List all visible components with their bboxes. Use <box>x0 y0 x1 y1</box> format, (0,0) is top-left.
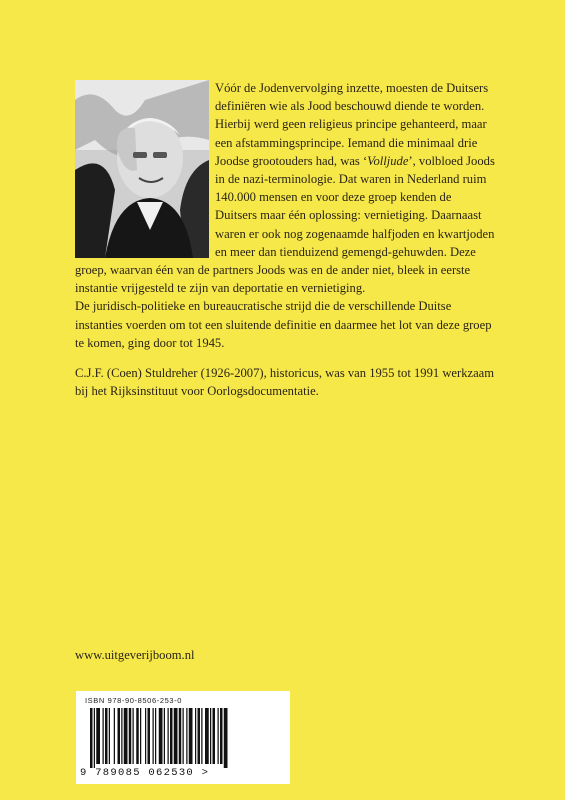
barcode-bar <box>114 708 115 764</box>
barcode-bar <box>205 708 209 764</box>
barcode-bar <box>220 708 223 764</box>
barcode-bar <box>201 708 202 764</box>
barcode-digits: 9 789085 062530 > <box>80 767 210 779</box>
barcode-bar <box>183 708 184 764</box>
barcode-bar <box>90 708 93 768</box>
barcode-bar <box>170 708 173 764</box>
barcode-bar <box>224 708 228 768</box>
description-paragraph-2: De juridisch-politieke en bureaucratische strijd die de verschillende Duitse instanties voerden om tot een sluitende definitie en daarmee het lot van deze groep te komen, ging door tot 1945. <box>75 299 492 350</box>
barcode-bar <box>121 708 122 764</box>
barcode-bar <box>195 708 196 764</box>
barcode-bar <box>164 708 165 764</box>
barcode-bar <box>168 708 169 764</box>
barcode-bar <box>153 708 154 764</box>
barcode-bar <box>155 708 156 764</box>
barcode-bar <box>136 708 139 764</box>
barcode-bar <box>213 708 216 764</box>
barcode-bar <box>103 708 104 764</box>
barcode-bar <box>198 708 201 764</box>
barcode-bar <box>218 708 219 764</box>
publisher-website: www.uitgeverijboom.nl <box>75 648 195 662</box>
description-italic-term: Volljude <box>367 153 409 168</box>
barcode-bar <box>118 708 121 764</box>
barcode-bar <box>133 708 134 764</box>
barcode-bar <box>186 708 187 764</box>
barcode-bar <box>159 708 163 764</box>
isbn-barcode <box>76 691 290 784</box>
barcode-bar <box>210 708 211 764</box>
barcode-bar <box>109 708 110 764</box>
barcode-bar <box>145 708 146 764</box>
barcode-bars <box>90 708 276 768</box>
barcode-bar <box>140 708 141 764</box>
barcode-bar <box>124 708 128 764</box>
barcode-bar <box>96 708 100 764</box>
barcode-bar <box>129 708 132 764</box>
barcode-bar <box>179 708 182 764</box>
book-description <box>75 79 495 400</box>
barcode-bar <box>189 708 193 764</box>
author-bio: C.J.F. (Coen) Stuldreher (1926-2007), historicus, was van 1955 tot 1991 werkzaam bij het Rijksinstituut voor Oorlogsdocumentatie. <box>75 366 495 399</box>
barcode-bar <box>174 708 178 764</box>
isbn-label: ISBN 978-90-8506-253-0 <box>85 696 183 705</box>
description-text-end: ’, volbloed Joods in de nazi-terminologie. Dat waren in Nederland ruim 140.000 mensen en voor deze groep kenden de Duitsers maar één oplossing: vernietiging. Daarnaast waren er ook nog zogenaamde halfjoden en kwartjoden en meer dan tienduizend gemengd-gehuwden. Deze groep, waarvan één van de partners Joods was en de ander niet, bleek in eerste instantie vrijgesteld te zijn van deportatie en vernietiging. <box>75 153 495 296</box>
barcode-bar <box>105 708 108 764</box>
description-text-start: Vóór de Jodenvervolging inzette, moesten de Duitsers definiëren wie als Jood beschouwd diende te worden. Hierbij werd geen religieus principe gehanteerd, maar een afstammingsprincipe. Iemand die minimaal drie Joodse grootouders had, was ‘ <box>215 81 489 168</box>
barcode-bar <box>94 708 95 768</box>
barcode-bar <box>148 708 151 764</box>
